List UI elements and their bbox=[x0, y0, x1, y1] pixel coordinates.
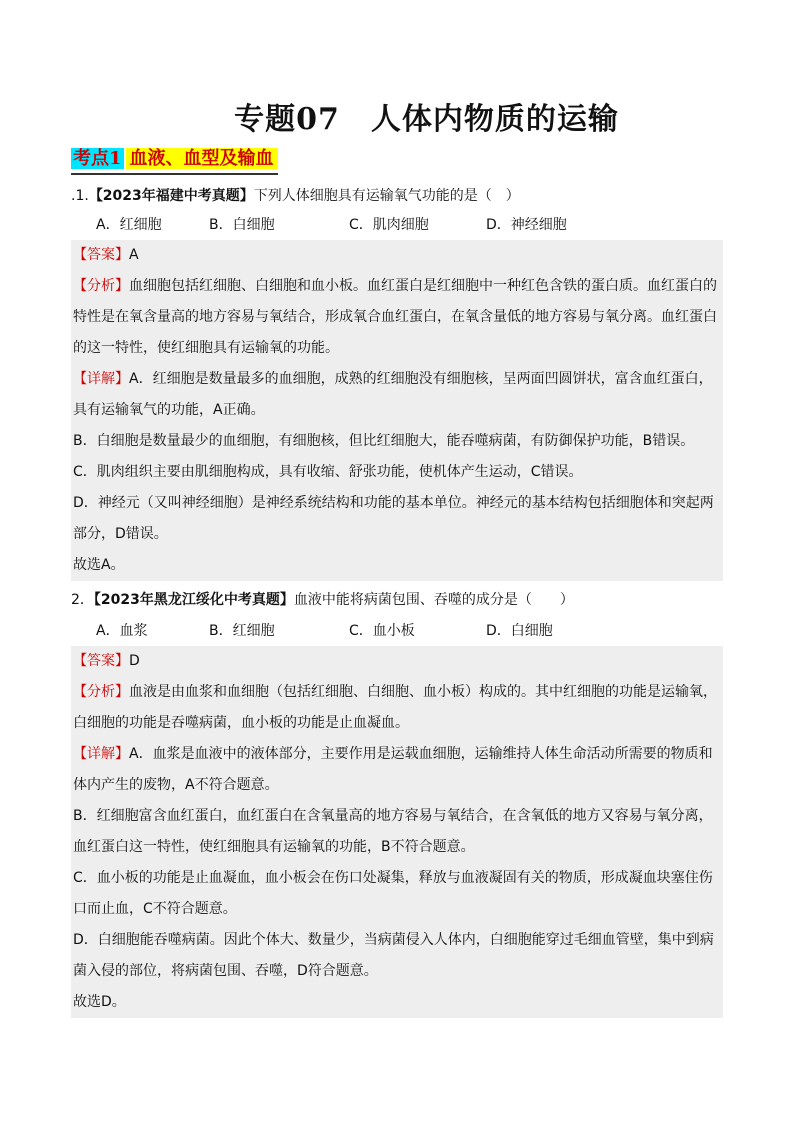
detail-paragraph: C．血小板的功能是止血凝血，血小板会在伤口处凝集，释放与血液凝固有关的物质，形成凝血块塞住伤口而止血，C不符合题意。 bbox=[73, 870, 713, 917]
option-d: D．白细胞 bbox=[486, 623, 553, 639]
option-a: A．红细胞 bbox=[96, 217, 162, 233]
detail-text: A．红细胞是数量最多的血细胞，成熟的红细胞没有细胞核，呈两面凹圆饼状，富含血红蛋白，具有运输氧气的功能，A正确。 bbox=[73, 371, 713, 418]
section-tag: 考点1 bbox=[73, 148, 122, 169]
section-text: 血液、血型及输血 bbox=[126, 148, 278, 169]
conclusion-line: 故选D。 bbox=[73, 994, 126, 1010]
question-1-answer-box bbox=[71, 240, 723, 581]
detail-paragraph bbox=[73, 739, 721, 801]
answer-line bbox=[73, 240, 721, 271]
question-source: 【2023年福建中考真题】 bbox=[88, 188, 254, 204]
detail-label: 【详解】 bbox=[73, 371, 129, 387]
answer-value: D bbox=[129, 653, 140, 669]
detail-text: A．血浆是血液中的液体部分，主要作用是运载血细胞，运输维持人体生命活动所需要的物质和体内产生的废物，A不符合题意。 bbox=[73, 746, 713, 793]
answer-label: 【答案】 bbox=[73, 247, 129, 263]
detail-paragraph bbox=[73, 364, 721, 426]
conclusion-line: 故选A。 bbox=[73, 557, 125, 573]
analysis-text: 血液是由血浆和血细胞（包括红细胞、白细胞、血小板）构成的。其中红细胞的功能是运输氧，白细胞的功能是吞噬病菌，血小板的功能是止血凝血。 bbox=[73, 684, 717, 731]
detail-paragraph: B．白细胞是数量最少的血细胞，有细胞核，但比红细胞大，能吞噬病菌，有防御保护功能，B错误。 bbox=[73, 433, 695, 449]
question-2-stem bbox=[71, 590, 574, 610]
section-heading bbox=[71, 146, 278, 172]
question-text: 下列人体细胞具有运输氧气功能的是（ ） bbox=[253, 188, 520, 204]
question-1-stem bbox=[71, 186, 520, 206]
option-b: B．红细胞 bbox=[209, 623, 275, 639]
analysis-paragraph bbox=[73, 677, 721, 739]
detail-label: 【详解】 bbox=[73, 746, 129, 762]
question-source: 【2023年黑龙江绥化中考真题】 bbox=[93, 592, 294, 608]
question-number: 2． bbox=[71, 592, 94, 608]
answer-line bbox=[73, 646, 721, 677]
question-2-answer-box bbox=[71, 646, 723, 1018]
detail-paragraph: B．红细胞富含血红蛋白，血红蛋白在含氧量高的地方容易与氧结合，在含氧低的地方又容易与氧分离，血红蛋白这一特性，使红细胞具有运输氧的功能，B不符合题意。 bbox=[73, 808, 713, 855]
analysis-paragraph bbox=[73, 271, 721, 364]
analysis-label: 【分析】 bbox=[73, 684, 129, 700]
analysis-label: 【分析】 bbox=[73, 278, 129, 294]
option-c: C．肌肉细胞 bbox=[349, 217, 429, 233]
detail-paragraph: D．白细胞能吞噬病菌。因此个体大、数量少，当病菌侵入人体内，白细胞能穿过毛细血管壁，集中到病菌入侵的部位，将病菌包围、吞噬，D符合题意。 bbox=[73, 932, 714, 979]
page-title: 专题07 人体内物质的运输 bbox=[234, 102, 619, 137]
option-c: C．血小板 bbox=[349, 623, 415, 639]
question-text: 血液中能将病菌包围、吞噬的成分是（ ） bbox=[293, 592, 574, 608]
option-d: D．神经细胞 bbox=[486, 217, 567, 233]
analysis-text: 血细胞包括红细胞、白细胞和血小板。血红蛋白是红细胞中一种红色含铁的蛋白质。血红蛋白的特性是在氧含量高的地方容易与氧结合，形成氧合血红蛋白，在氧含量低的地方容易与氧分离。血红蛋白的这一特性，使红细胞具有运输氧的功能。 bbox=[73, 278, 717, 356]
detail-paragraph: C．肌肉组织主要由肌细胞构成，具有收缩、舒张功能，使机体产生运动，C错误。 bbox=[73, 464, 583, 480]
option-b: B．白细胞 bbox=[209, 217, 275, 233]
answer-value: A bbox=[129, 247, 139, 263]
option-a: A．血浆 bbox=[96, 623, 148, 639]
detail-paragraph: D．神经元（又叫神经细胞）是神经系统结构和功能的基本单位。神经元的基本结构包括细胞体和突起两部分，D错误。 bbox=[73, 495, 714, 542]
question-number: .1. bbox=[71, 188, 89, 204]
answer-label: 【答案】 bbox=[73, 653, 129, 669]
